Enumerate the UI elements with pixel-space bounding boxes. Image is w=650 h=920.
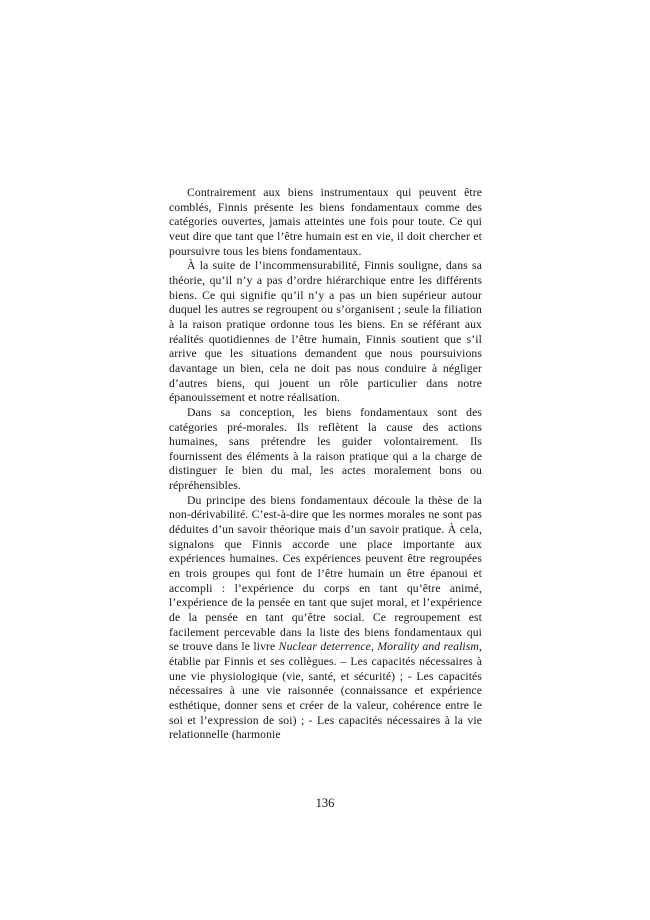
text-segment: À la suite de l’incommensurabilité, Finnis souligne, dans sa théorie, qu’il n’y a pas d’ordre hiérarchique entre les différents biens. Ce qui signifie qu’il n’y a pas un bien supérieur autour duquel les autres se regroupent ou s’organisent ; seule la filiation à la raison pratique ordonne tous les biens. En se référant aux réalités quotidiennes de l’être humain, Finnis soutient que s’il arrive que les situations demandent que nous poursuivions davantage un bien, cela ne doit pas nous conduire à négliger d’autres biens, qui jouent un rôle particulier dans notre épanouissement et notre réalisation. [169, 259, 482, 405]
text-segment: , établie par Finnis et ses collègues. – Les capacités nécessaires à une vie physiologique (vie, santé, et sécurité) ; - Les capacités nécessaires à une vie raisonnée (connaissance et expérience esthétique, donner sens et créer de la valeur, cohérence entre le soi et l’expression de soi) ; - Les capacités nécessaires à la vie relationnelle (harmonie [169, 640, 482, 742]
text-segment: Du principe des biens fondamentaux découle la thèse de la non-dérivabilité. C’est-à-dire que les normes morales ne sont pas déduites d’un savoir théorique mais d’un savoir pratique. À cela, signalons que Finnis accorde une place importante aux expériences humaines. Ces expériences peuvent être regroupées en trois groupes qui font de l’être humain un être épanoui et accompli : l’expérience du corps en tant qu’être animé, l’expérience de la pensée en tant que sujet moral, et l’expérience de la pensée en tant qu’être social. Ce regroupement est facilement percevable dans la liste des biens fondamentaux qui se trouve dans le livre [169, 493, 482, 654]
text-segment: Dans sa conception, les biens fondamentaux sont des catégories pré-morales. Ils reflètent la cause des actions humaines, sans prétendre les guider volontairement. Ils fournissent des éléments à la raison pratique qui a la charge de distinguer le bien du mal, les actes moralement bons ou répréhensibles. [169, 405, 482, 493]
paragraph [169, 259, 482, 406]
body-text [169, 186, 482, 743]
text-segment: Contrairement aux biens instrumentaux qui peuvent être comblés, Finnis présente les biens fondamentaux comme des catégories ouvertes, jamais atteintes une fois pour toute. Ce qui veut dire que tant que l’être humain est en vie, il doit chercher et poursuivre tous les biens fondamentaux. [169, 186, 482, 258]
page-number: 136 [315, 796, 335, 810]
paragraph [169, 494, 482, 743]
book-title-italic: Nuclear deterrence, Morality and realism [278, 640, 479, 654]
paragraph [169, 406, 482, 494]
paragraph [169, 186, 482, 259]
